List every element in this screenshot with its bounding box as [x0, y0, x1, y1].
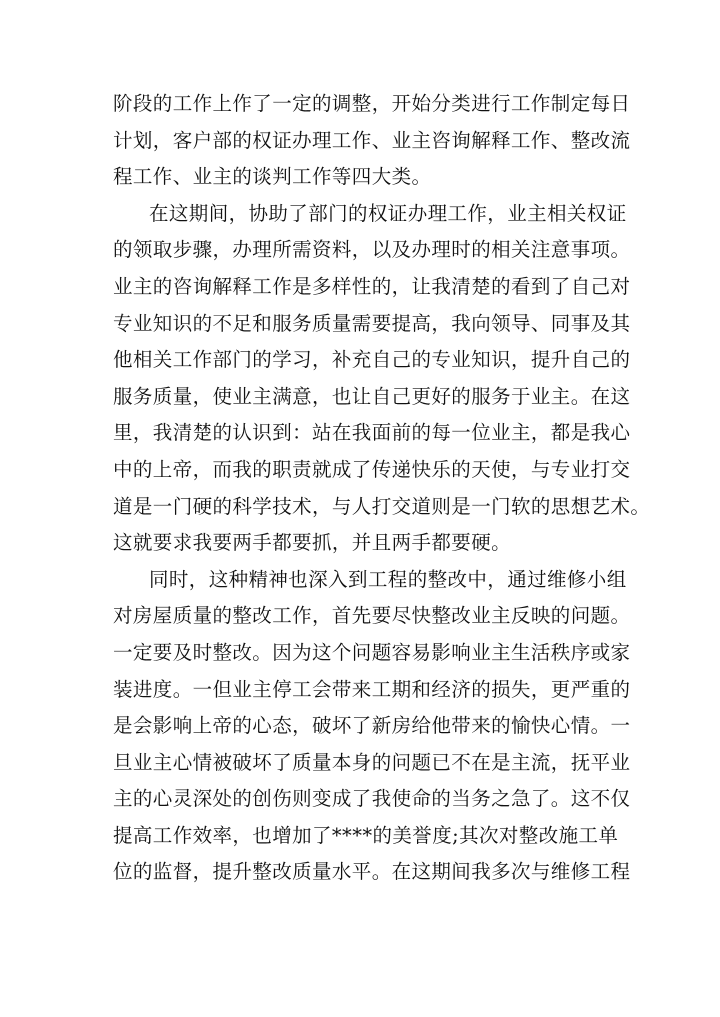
text-line: 旦业主心情被破坏了质量本身的问题已不在是主流，抚平业	[113, 750, 631, 774]
text-line: 服务质量，使业主满意，也让自己更好的服务于业主。在这	[113, 384, 631, 408]
text-line: 阶段的工作上作了一定的调整，开始分类进行工作制定每日	[113, 92, 631, 115]
text-line: 他相关工作部门的学习，补充自己的专业知识，提升自己的	[113, 348, 631, 372]
body-text	[113, 86, 651, 891]
text-line: 业主的咨询解释工作是多样性的，让我清楚的看到了自己对	[113, 274, 631, 298]
text-line: 主的心灵深处的创伤则变成了我使命的当务之急了。这不仅	[113, 787, 631, 811]
text-line: 装进度。一但业主停工会带来工期和经济的损失，更严重的	[113, 677, 631, 701]
text-line: 道是一门硬的科学技术，与人打交道则是一门软的思想艺术。	[113, 494, 651, 518]
paragraph-first-line: 在这期间，协助了部门的权证办理工作，业主相关权证	[149, 201, 627, 225]
text-line: 对房屋质量的整改工作，首先要尽快整改业主反映的问题。	[113, 604, 631, 628]
text-line: 位的监督，提升整改质量水平。在这期间我多次与维修工程	[113, 860, 631, 884]
text-line: 中的上帝，而我的职责就成了传递快乐的天使，与专业打交	[113, 457, 631, 481]
text-line: 计划，客户部的权证办理工作、业主咨询解释工作、整改流	[113, 128, 631, 152]
text-line: 一定要及时整改。因为这个问题容易影响业主生活秩序或家	[113, 640, 631, 664]
text-line: 的领取步骤，办理所需资料，以及办理时的相关注意事项。	[113, 238, 631, 262]
text-line: 是会影响上帝的心态，破坏了新房给他带来的愉快心情。一	[113, 714, 631, 738]
text-line: 这就要求我要两手都要抓，并且两手都要硬。	[113, 531, 512, 555]
text-line: 专业知识的不足和服务质量需要提高，我向领导、同事及其	[113, 311, 631, 335]
paragraph-first-line: 同时，这种精神也深入到工程的整改中，通过维修小组	[149, 567, 627, 591]
text-line: 程工作、业主的谈判工作等四大类。	[113, 165, 432, 189]
text-line: 里，我清楚的认识到：站在我面前的每一位业主，都是我心	[113, 421, 631, 445]
text-line: 提高工作效率，也增加了****的美誉度;其次对整改施工单	[113, 823, 619, 847]
